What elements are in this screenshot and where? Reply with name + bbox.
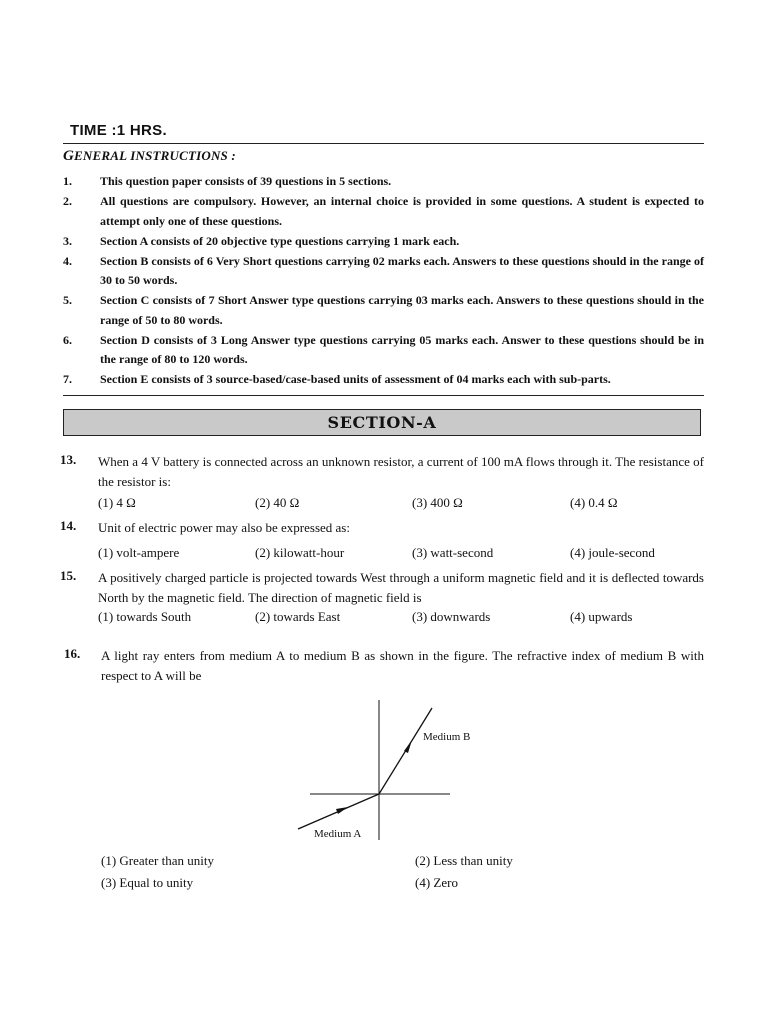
option[interactable]: (1) towards South <box>98 609 192 624</box>
instruction-number: 3. <box>63 233 72 248</box>
instruction-text: Section A consists of 20 objective type questions carrying 1 mark each. <box>100 233 460 248</box>
options-row <box>98 607 704 627</box>
option[interactable]: (3) watt-second <box>412 544 494 560</box>
options-row <box>98 493 704 513</box>
option[interactable]: (3) Equal to unity <box>101 875 194 890</box>
question-16 <box>60 646 704 685</box>
option[interactable]: (1) Greater than unity <box>101 853 214 868</box>
question-number: 15. <box>60 568 77 583</box>
question-15 <box>60 568 704 627</box>
instruction-text: Section D consists of 3 Long Answer type questions carrying 05 marks each. Answer to these questions should be in the range of 80 to 120 words. <box>100 332 704 366</box>
section-title: SECTION-A <box>327 413 437 432</box>
instruction-number: 7. <box>63 372 72 386</box>
instruction-item <box>63 172 704 192</box>
instruction-text: Section B consists of 6 Very Short questions carrying 02 marks each. Answers to these questions should in the range of 30 to 50 words. <box>100 253 704 287</box>
question-text: Unit of electric power may also be expressed as: <box>98 520 350 535</box>
option[interactable]: (4) upwards <box>570 609 633 624</box>
question-14 <box>60 518 704 563</box>
question-13 <box>60 452 704 513</box>
instruction-item <box>63 370 704 390</box>
option[interactable]: (2) Less than unity <box>415 853 513 868</box>
option[interactable]: (4) joule-second <box>570 544 655 560</box>
option[interactable]: (3) 400 Ω <box>412 495 463 510</box>
refracted-arrow-icon <box>404 740 412 753</box>
instruction-number: 4. <box>63 253 72 268</box>
option[interactable]: (4) Zero <box>415 875 458 890</box>
instruction-number: 1. <box>63 174 72 188</box>
options-row <box>98 543 704 563</box>
instruction-item <box>63 192 704 231</box>
instructions-bottom-rule <box>63 395 704 396</box>
medium-a-label: Medium A <box>314 828 362 840</box>
question-number: 13. <box>60 452 77 467</box>
refraction-figure <box>290 695 471 845</box>
instruction-item <box>63 291 704 330</box>
question-number: 14. <box>60 518 77 533</box>
option[interactable]: (2) kilowatt-hour <box>255 544 345 560</box>
option[interactable]: (4) 0.4 Ω <box>570 495 618 510</box>
question-text: A light ray enters from medium A to medium B as shown in the figure. The refractive index of medium B with respect to A will be <box>101 648 704 683</box>
incident-arrow-icon <box>336 807 348 814</box>
instruction-item <box>63 232 704 252</box>
instruction-item <box>63 331 704 370</box>
gi-initial: G <box>63 148 75 164</box>
gi-rest: ENERAL INSTRUCTIONS : <box>74 148 236 163</box>
option[interactable]: (2) towards East <box>255 609 341 624</box>
instruction-number: 6. <box>63 332 72 347</box>
medium-b-label: Medium B <box>423 731 471 743</box>
question-text: When a 4 V battery is connected across an unknown resistor, a current of 100 mA flows through it. The resistance of the resistor is: <box>98 454 704 489</box>
option[interactable]: (1) volt-ampere <box>98 544 180 560</box>
option[interactable]: (1) 4 Ω <box>98 495 136 510</box>
question-text: A positively charged particle is projected towards West through a uniform magnetic field and it is deflected towards North by the magnetic field. The direction of magnetic field is <box>98 570 704 605</box>
instruction-item <box>63 252 704 291</box>
instruction-number: 5. <box>63 293 72 307</box>
instruction-text: Section E consists of 3 source-based/case-based units of assessment of 04 marks each with sub-parts. <box>100 372 611 386</box>
instruction-text: Section C consists of 7 Short Answer type questions carrying 03 marks each. Answers to these questions should in the range of 50 to 80 words. <box>100 293 704 327</box>
section-a-banner <box>63 409 701 436</box>
option[interactable]: (2) 40 Ω <box>255 495 300 510</box>
instruction-text: All questions are compulsory. However, an internal choice is provided in some questions. A student is expected to attempt only one of these questions. <box>100 194 704 228</box>
instruction-number: 2. <box>63 194 72 208</box>
question-number: 16. <box>64 646 81 661</box>
instructions-list <box>63 172 704 390</box>
general-instructions-heading <box>63 148 236 165</box>
top-rule <box>63 143 704 144</box>
time-heading: TIME :1 HRS. <box>70 122 167 139</box>
instruction-text: This question paper consists of 39 questions in 5 sections. <box>100 174 392 188</box>
option[interactable]: (3) downwards <box>412 609 491 624</box>
